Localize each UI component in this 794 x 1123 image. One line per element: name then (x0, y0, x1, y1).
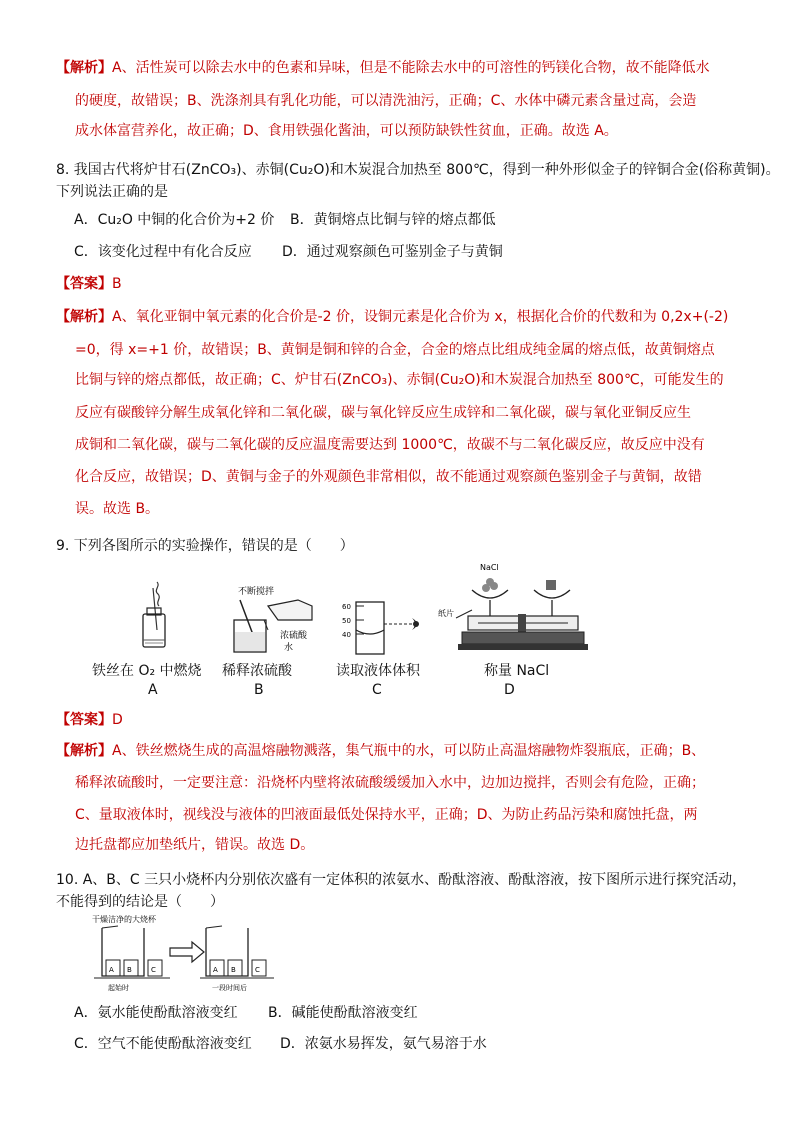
q9-answer: 【答案】D (56, 712, 123, 728)
acid-label: 浓硫酸 (280, 631, 308, 641)
q10-stem-line-1: 10. A、B、C 三只小烧杯内分别依次盛有一定体积的浓氨水、酚酞溶液、酚酞溶液，按下图所示进行探究活动， (56, 872, 747, 888)
q8-option-b: B．黄铜熔点比铜与锌的熔点都低 (290, 212, 496, 228)
fig-dilute-acid (228, 586, 318, 656)
tick-40: 40 (342, 631, 351, 639)
q9-analysis-line-4: 边托盘都应加垫纸片，错误。故选 D。 (75, 837, 315, 853)
q9-analysis-line-1: 【解析】A、铁丝燃烧生成的高温熔融物溅落，集气瓶中的水，可以防止高温熔融物炸裂瓶底，正确；B、 (56, 743, 706, 759)
nacl-label: NaCl (480, 563, 499, 572)
q8-option-a: A．Cu₂O 中铜的化合价为+2 价 (74, 212, 275, 228)
q8-analysis-line-4: 反应有碳酸锌分解生成氧化锌和二氧化碳，碳与氧化锌反应生成锌和二氧化碳，碳与氧化亚铜反应生 (75, 405, 691, 421)
fig-d-letter: D (504, 682, 515, 698)
tick-60: 60 (342, 603, 351, 611)
fig-c-letter: C (372, 682, 382, 698)
fig-b-caption: 稀释浓硫酸 (222, 663, 292, 679)
q9-stem: 9. 下列各图所示的实验操作，错误的是（ ） (56, 538, 354, 554)
water-label: 水 (284, 643, 294, 653)
q8-stem-line-1: 8. 我国古代将炉甘石(ZnCO₃)、赤铜(Cu₂O)和木炭混合加热至 800℃，得到一种外形似金子的锌铜合金(俗称黄铜)。 (56, 162, 780, 178)
start-label: 起始时 (108, 984, 129, 992)
q8-analysis-line-7: 误。故选 B。 (75, 501, 160, 517)
q8-analysis-line-6: 化合反应，故错误；D、黄铜与金子的外观颜色非常相似，故不能通过观察颜色鉴别金子与黄铜，故错 (75, 469, 702, 485)
svg-text:B: B (231, 966, 236, 974)
fig-b-letter: B (254, 682, 264, 698)
q10-option-d: D．浓氨水易挥发，氨气易溶于水 (280, 1036, 487, 1052)
q8-option-c: C．该变化过程中有化合反应 (74, 244, 252, 260)
svg-text:B: B (127, 966, 132, 974)
svg-text:C: C (151, 966, 156, 974)
q7-analysis-line-2: 的硬度，故错误；B、洗涤剂具有乳化功能，可以清洗油污，正确；C、水体中磷元素含量过高，会造 (75, 93, 697, 109)
svg-text:C: C (255, 966, 260, 974)
fig-ammonia-experiment (88, 912, 278, 994)
later-label: 一段时间后 (212, 984, 247, 992)
q9-analysis-line-3: C、量取液体时，视线没与液体的凹液面最低处保持水平，正确；D、为防止药品污染和腐蚀托盘，两 (75, 807, 698, 823)
fig-balance (438, 560, 588, 662)
tick-50: 50 (342, 617, 351, 625)
big-beaker-label: 干燥洁净的大烧杯 (92, 915, 156, 924)
q8-analysis-line-5: 成铜和二氧化碳，碳与二氧化碳的反应温度需要达到 1000℃，故碳不与二氧化碳反应，故反应中没有 (75, 437, 705, 453)
q10-option-b: B．碱能使酚酞溶液变红 (268, 1005, 418, 1021)
fig-read-cylinder (342, 596, 432, 658)
fig-a-caption: 铁丝在 O₂ 中燃烧 (92, 663, 202, 679)
q8-analysis-line-3: 比铜与锌的熔点都低，故正确；C、炉甘石(ZnCO₃)、赤铜(Cu₂O)和木炭混合加热至 800℃，可能发生的 (75, 372, 724, 388)
q7-analysis-line-1: 【解析】A、活性炭可以除去水中的色素和异味，但是不能除去水中的可溶性的钙镁化合物，故不能降低水 (56, 60, 710, 76)
q8-analysis-line-2: =0，得 x=+1 价，故错误；B、黄铜是铜和锌的合金，合金的熔点比组成纯金属的熔点低，故黄铜熔点 (75, 342, 715, 358)
fig-iron-wire-burning (135, 580, 175, 650)
q10-option-c: C．空气不能使酚酞溶液变红 (74, 1036, 252, 1052)
q8-stem-line-2: 下列说法正确的是 (56, 184, 168, 200)
fig-a-letter: A (148, 682, 158, 698)
analysis-tag: 【解析】 (56, 60, 112, 76)
fig-c-caption: 读取液体体积 (336, 663, 420, 679)
svg-text:A: A (213, 966, 218, 974)
paper-label: 纸片 (438, 609, 454, 618)
fig-d-caption: 称量 NaCl (484, 663, 550, 679)
q7-analysis-line-3: 成水体富营养化，故正确；D、食用铁强化酱油，可以预防缺铁性贫血，正确。故选 A。 (75, 123, 618, 139)
q10-stem-line-2: 不能得到的结论是（ ） (56, 894, 224, 910)
stir-label: 不断搅拌 (238, 587, 275, 597)
q9-analysis-line-2: 稀释浓硫酸时，一定要注意：沿烧杯内壁将浓硫酸缓缓加入水中，边加边搅拌，否则会有危险，正确； (75, 775, 705, 791)
q8-analysis-line-1: 【解析】A、氧化亚铜中氧元素的化合价是-2 价，设铜元素是化合价为 x，根据化合价的代数和为 0,2x+(-2) (56, 309, 729, 325)
q8-answer: 【答案】B (56, 276, 122, 292)
svg-text:A: A (109, 966, 114, 974)
q8-option-d: D．通过观察颜色可鉴别金子与黄铜 (282, 244, 503, 260)
q10-option-a: A．氨水能使酚酞溶液变红 (74, 1005, 238, 1021)
